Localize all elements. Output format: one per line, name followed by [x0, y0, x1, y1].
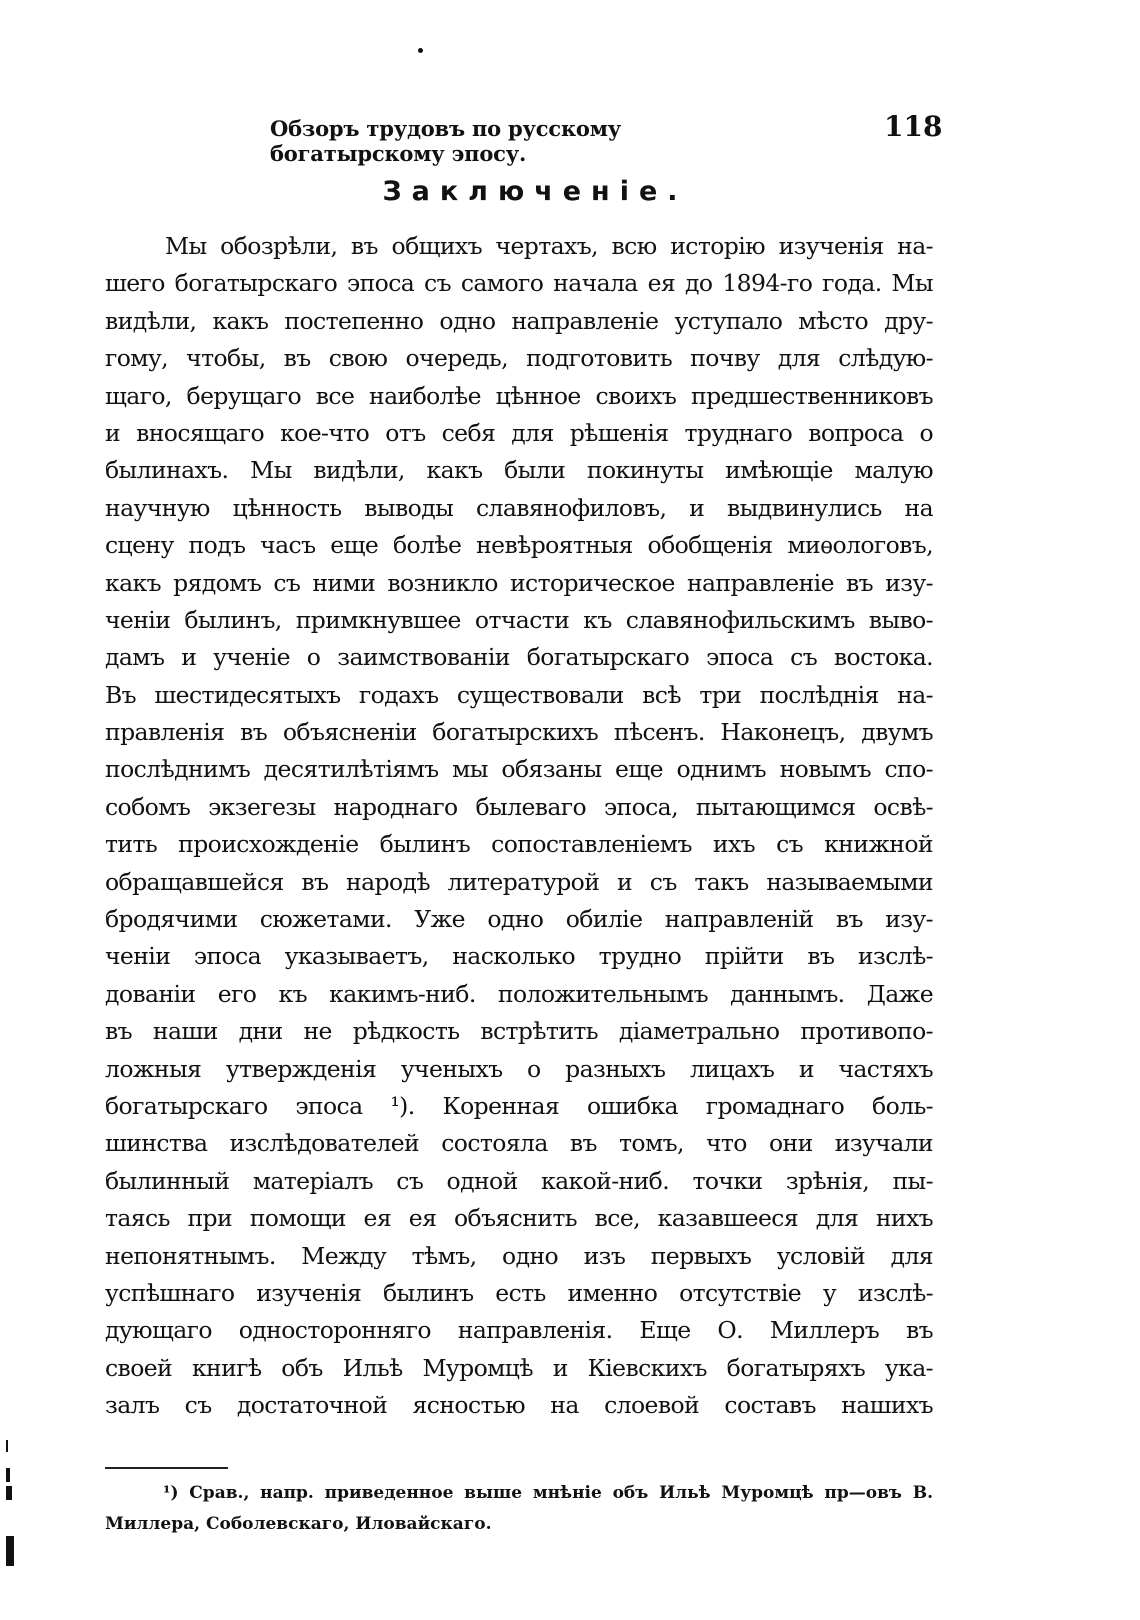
- text-line: гому, чтобы, въ свою очередь, подготовить почву для слѣдую-: [105, 344, 933, 373]
- text-line: послѣднимъ десятилѣтіямъ мы обязаны еще однимъ новымъ спо-: [105, 755, 933, 784]
- text-line: бродячими сюжетами. Уже одно обиліе направленій въ изу-: [105, 905, 933, 934]
- text-line: правленія въ объясненіи богатырскихъ пѣсенъ. Наконецъ, двумъ: [105, 718, 933, 747]
- text-line: шего богатырскаго эпоса съ самого начала ея до 1894-го года. Мы: [105, 269, 933, 298]
- text-line: своей книгѣ объ Ильѣ Муромцѣ и Кіевскихъ богатыряхъ ука-: [105, 1353, 933, 1382]
- text-line: Мы обозрѣли, въ общихъ чертахъ, всю исторію изученія на-: [165, 232, 933, 260]
- margin-mark: [6, 1440, 8, 1452]
- text-line: былинахъ. Мы видѣли, какъ были покинуты имѣющіе малую: [105, 456, 933, 485]
- text-line: научную цѣнность выводы славянофиловъ, и выдвинулись на: [105, 493, 933, 522]
- text-line: былинный матеріалъ съ одной какой-ниб. точки зрѣнія, пы-: [105, 1166, 933, 1195]
- margin-mark: [6, 1486, 12, 1500]
- text-line: дованіи его къ какимъ-ниб. положительнымъ даннымъ. Даже: [105, 979, 933, 1008]
- text-line: какъ рядомъ съ ними возникло историческое направленіе въ изу-: [105, 568, 933, 597]
- text-line: шинства изслѣдователей состояла въ томъ, что они изучали: [105, 1129, 933, 1158]
- margin-mark: [6, 1468, 10, 1482]
- footnote-line: Миллера, Соболевскаго, Иловайскаго.: [105, 1514, 492, 1534]
- text-line: непонятнымъ. Между тѣмъ, одно изъ первыхъ условій для: [105, 1241, 933, 1270]
- margin-mark: [6, 1536, 14, 1566]
- running-head: Обзоръ трудовъ по русскому богатырскому эпосу.: [270, 116, 622, 166]
- text-line: залъ съ достаточной ясностью на слоевой составъ нашихъ: [105, 1391, 933, 1420]
- text-line: сцену подъ часъ еще болѣе невѣроятныя обобщенія миѳологовъ,: [105, 531, 933, 560]
- text-line: ченіи эпоса указываетъ, насколько трудно прійти въ изслѣ-: [105, 942, 933, 971]
- text-line: ложныя утвержденія ученыхъ о разныхъ лицахъ и частяхъ: [105, 1054, 933, 1083]
- text-line: успѣшнаго изученія былинъ есть именно отсутствіе у изслѣ-: [105, 1278, 933, 1307]
- text-line: щаго, берущаго все наиболѣе цѣнное своихъ предшественниковъ: [105, 381, 933, 410]
- body-paragraph: [105, 228, 933, 1425]
- text-line: таясь при помощи ея ея объяснить все, казавшееся для нихъ: [105, 1204, 933, 1233]
- footnote-line: ¹) Срав., напр. приведенное выше мнѣніе объ Ильѣ Муромцѣ пр—овъ В.: [163, 1483, 933, 1503]
- text-line: ченіи былинъ, примкнувшее отчасти къ славянофильскимъ выво-: [105, 605, 933, 634]
- text-line: собомъ экзегезы народнаго былеваго эпоса, пытающимся освѣ-: [105, 792, 933, 821]
- page-number: 118: [884, 110, 943, 143]
- text-line: дамъ и ученіе о заимствованіи богатырскаго эпоса съ востока.: [105, 643, 933, 672]
- text-line: въ наши дни не рѣдкость встрѣтить діаметрально противопо-: [105, 1017, 933, 1046]
- text-line: тить происхожденіе былинъ сопоставленіемъ ихъ съ книжной: [105, 830, 933, 859]
- text-line: обращавшейся въ народѣ литературой и съ такъ называемыми: [105, 867, 933, 896]
- print-speck: [418, 48, 423, 53]
- section-heading: Заключеніе.: [382, 176, 688, 207]
- text-line: богатырскаго эпоса ¹). Коренная ошибка громаднаго боль-: [105, 1091, 933, 1120]
- text-line: и вносящаго кое-что отъ себя для рѣшенія труднаго вопроса о: [105, 418, 933, 447]
- text-line: дующаго односторонняго направленія. Еще О. Миллеръ въ: [105, 1316, 933, 1345]
- text-line: видѣли, какъ постепенно одно направленіе уступало мѣсто дру-: [105, 306, 933, 335]
- footnote: [105, 1478, 933, 1540]
- text-line: Въ шестидесятыхъ годахъ существовали всѣ три послѣднія на-: [105, 680, 933, 709]
- footnote-rule: [105, 1467, 228, 1469]
